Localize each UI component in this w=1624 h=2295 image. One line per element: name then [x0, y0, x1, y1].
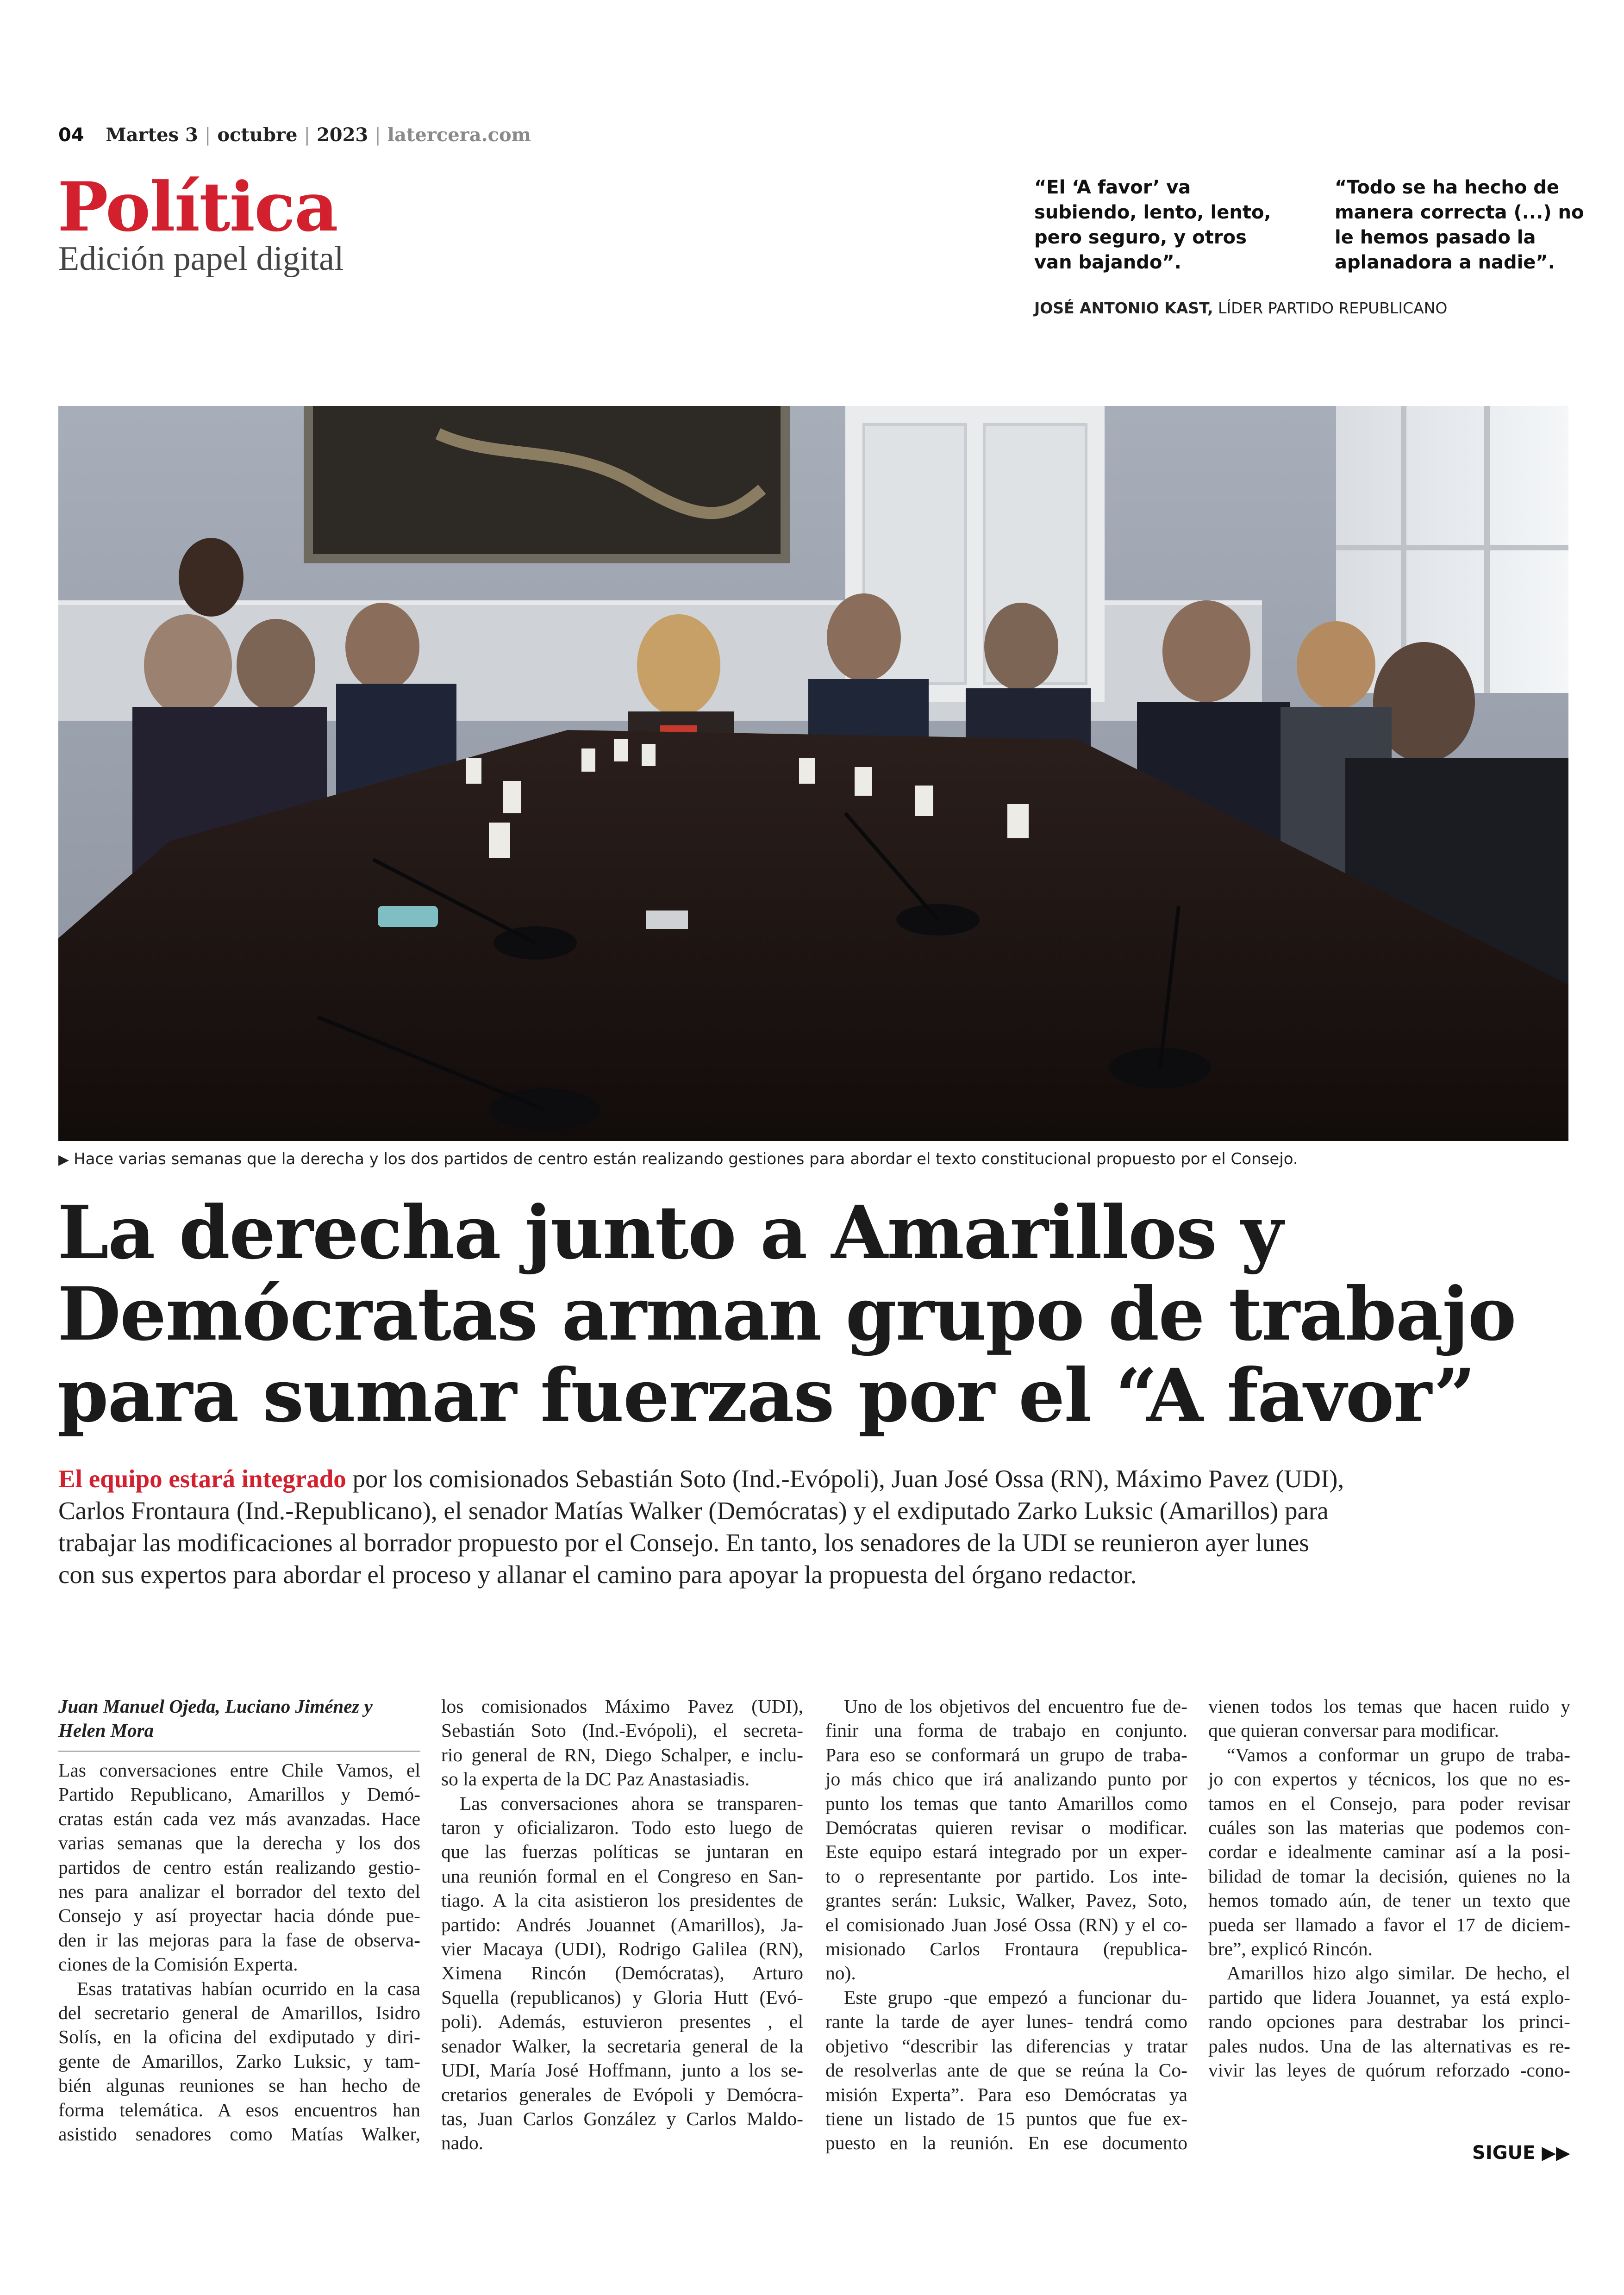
byline: Juan Manuel Ojeda, Luciano Jiménez y Helen Mora	[58, 1694, 420, 1752]
body-line: Consejo y así proyectar hacia dónde pue-	[58, 1905, 420, 1927]
body-line: puesto en la reunión. En ese documento	[825, 2132, 1187, 2154]
site-link[interactable]: latercera.com	[387, 124, 531, 146]
body-line: los comisionados Máximo Pavez (UDI),	[441, 1696, 803, 1717]
body-line: gente de Amarillos, Zarko Luksic, y tam-	[58, 2050, 420, 2072]
body-line: Ximena Rincón (Demócratas), Arturo	[441, 1962, 803, 1984]
body-line: punto los temas que tanto Amarillos como	[825, 1792, 1187, 1814]
body-line: tas, Juan Carlos González y Carlos Maldo-	[441, 2108, 803, 2129]
body-line: Este grupo -que empezó a funcionar du-	[844, 1986, 1187, 2008]
body-line: pueda ser llamado a favor el 17 de diciem-	[1208, 1914, 1570, 1935]
body-line: bién algunas reuniones se han hecho de	[58, 2075, 420, 2096]
pull-quote-left: “El ‘A favor’ va subiendo, lento, lento, pero seguro, y otros van bajando”.	[1034, 177, 1271, 273]
body-line: Este equipo estará integrado por un exper-	[825, 1841, 1187, 1863]
body-line: taron y oficializaron. Todo esto luego de	[441, 1817, 803, 1839]
body-line: to o representante por partido. Los inte-	[825, 1865, 1187, 1887]
body-column-3	[825, 1694, 1187, 2155]
continue-link[interactable]: SIGUE ▶▶	[1472, 2142, 1570, 2164]
body-line: poli). Además, estuvieron presentes , el	[441, 2011, 803, 2033]
section-title: Política	[57, 168, 337, 247]
body-line: ciones de la Comisión Experta.	[58, 1953, 298, 1975]
body-line: de resolverlas ante de que se reúna la Co-	[825, 2059, 1187, 2081]
body-line: asistido senadores como Matías Walker,	[58, 2123, 420, 2145]
body-line: so la experta de la DC Paz Anastasiadis.	[441, 1768, 750, 1790]
lead-highlight: El equipo estará integrado	[58, 1465, 346, 1493]
body-column-4	[1208, 1694, 1570, 2083]
body-line: cordar e idealmente caminar así a la posi-	[1208, 1841, 1570, 1863]
body-line: el comisionado Juan José Ossa (RN) y el co-	[825, 1914, 1187, 1935]
body-line: varias semanas que la derecha y los dos	[58, 1832, 420, 1854]
body-line: cuáles son las materias que podemos con-	[1208, 1817, 1570, 1839]
caption-triangle-icon: ▶	[58, 1152, 69, 1168]
page-number: 04	[58, 125, 84, 146]
meeting-photo	[58, 406, 1568, 1141]
pull-quote-right: “Todo se ha hecho de manera correcta (...) no le hemos pasado la aplanadora a nadie”.	[1335, 177, 1584, 273]
body-line: forma telemática. A esos encuentros han	[58, 2099, 420, 2120]
body-line: tamos en el Consejo, para poder revisar	[1208, 1792, 1570, 1814]
body-line: cratas están cada vez más avanzadas. Hace	[58, 1808, 420, 1829]
body-line: objetivo “describir las diferencias y tratar	[825, 2035, 1187, 2057]
body-line: partido: Andrés Jouannet (Amarillos), Ja-	[441, 1914, 803, 1935]
body-line: pales nudos. Una de las alternativas es re-	[1208, 2035, 1570, 2057]
body-line: rando opciones para destrabar los princi-	[1208, 2011, 1570, 2033]
body-line: Partido Republicano, Amarillos y Demó-	[58, 1784, 420, 1805]
dateline: 04 Martes 3 | octubre | 2023 | latercera.com	[58, 124, 531, 146]
date-year: 2023	[316, 124, 369, 146]
body-line: tiago. A la cita asistieron los presidentes de	[441, 1890, 803, 1911]
body-line: partidos de centro están realizando gestio-	[58, 1856, 420, 1878]
body-line: misionado Carlos Frontaura (republica-	[825, 1938, 1187, 1960]
body-line: jo más chico que irá analizando punto por	[825, 1768, 1187, 1790]
lead-paragraph: El equipo estará integrado por los comisionados Sebastián Soto (Ind.-Evópoli), Juan José Ossa (RN), Máximo Pavez (UDI), Carlos Frontaura (Ind.-Republicano), el senador Matías Walker (Demócratas) y el exdiputado Zarko Luksic (Amarillos) para trabajar las modificaciones al borrador propuesto por el Consejo. En tanto, los senadores de la UDI se reunieron ayer lunes con sus expertos para abordar el proceso y allanar el camino para apoyar la propuesta del órgano redactor.	[58, 1465, 1344, 1589]
body-line: bre”, explicó Rincón.	[1208, 1938, 1373, 1960]
body-line: tiene un listado de 15 puntos que fue ex-	[825, 2108, 1187, 2129]
photo-caption: ▶ Hace varias semanas que la derecha y los dos partidos de centro están realizando gestiones para abordar el texto constitucional propuesto por el Consejo.	[58, 1150, 1298, 1168]
body-line: UDI, María José Hoffmann, junto a los se-	[441, 2059, 803, 2081]
body-line: Las conversaciones entre Chile Vamos, el	[58, 1759, 420, 1781]
body-line: hemos tomado aún, de tener un texto que	[1208, 1890, 1570, 1911]
body-line: partido que lidera Jouannet, ya está explo-	[1208, 1986, 1570, 2008]
body-line: Las conversaciones ahora se transparen-	[460, 1792, 803, 1814]
body-line: finir una forma de trabajo en conjunto.	[825, 1720, 1187, 1741]
date-month: octubre	[217, 124, 298, 146]
body-line: que las fuerzas políticas se juntaran en	[441, 1841, 803, 1863]
body-line: vienen todos los temas que hacen ruido y	[1208, 1696, 1570, 1717]
body-line: nes para analizar el borrador del texto del	[58, 1881, 420, 1902]
body-line: Amarillos hizo algo similar. De hecho, el	[1227, 1962, 1570, 1984]
body-line: senador Walker, la secretaria general de la	[441, 2035, 803, 2057]
body-line: una reunión formal en el Congreso en San-	[441, 1865, 803, 1887]
body-line: jo con expertos y técnicos, los que no es-	[1208, 1768, 1570, 1790]
body-line: Para eso se conformará un grupo de traba-	[825, 1744, 1187, 1765]
body-line: Uno de los objetivos del encuentro fue de-	[844, 1696, 1187, 1717]
body-column-1	[58, 1694, 420, 2146]
body-line: cretarios generales de Evópoli y Demócra-	[441, 2083, 803, 2105]
body-line: del secretario general de Amarillos, Isidro	[58, 2002, 420, 2024]
body-line: que quieran conversar para modificar.	[1208, 1720, 1499, 1741]
body-line: bilidad de tomar la decisión, quienes no la	[1208, 1865, 1570, 1887]
quote-attribution: JOSÉ ANTONIO KAST, LÍDER PARTIDO REPUBLICANO	[1034, 299, 1448, 317]
body-line: grantes serán: Luksic, Walker, Pavez, Soto,	[825, 1890, 1187, 1911]
body-line: vier Macaya (UDI), Rodrigo Galilea (RN),	[441, 1938, 803, 1960]
body-line: misión Experta”. Para eso Demócratas ya	[825, 2083, 1187, 2105]
body-column-2	[441, 1694, 803, 2155]
edition-label: Edición papel digital	[58, 240, 344, 278]
body-line: Esas tratativas habían ocurrido en la casa	[77, 1977, 420, 1999]
body-line: rio general de RN, Diego Schalper, e inclu-	[441, 1744, 803, 1765]
body-line: Sebastián Soto (Ind.-Evópoli), el secreta-	[441, 1720, 803, 1741]
headline: La derecha junto a Amarillos y Demócratas arman grupo de trabajo para sumar fuerzas por el “A favor”	[57, 1190, 1516, 1439]
body-line: den ir las mejoras para la fase de observa-	[58, 1929, 420, 1951]
body-line: no).	[825, 1962, 856, 1984]
body-line: “Vamos a conformar un grupo de traba-	[1227, 1744, 1570, 1765]
body-line: nado.	[441, 2132, 484, 2154]
body-line: vivir las leyes de quórum reforzado -cono-	[1208, 2059, 1570, 2081]
date-weekday: Martes 3	[106, 124, 198, 146]
body-line: rante la tarde de ayer lunes- tendrá como	[825, 2011, 1187, 2033]
body-line: Demócratas quieren revisar o modificar.	[825, 1817, 1187, 1839]
body-line: Squella (republicanos) y Gloria Hutt (Evó-	[441, 1986, 803, 2008]
body-line: Solís, en la oficina del exdiputado y diri-	[58, 2026, 420, 2048]
